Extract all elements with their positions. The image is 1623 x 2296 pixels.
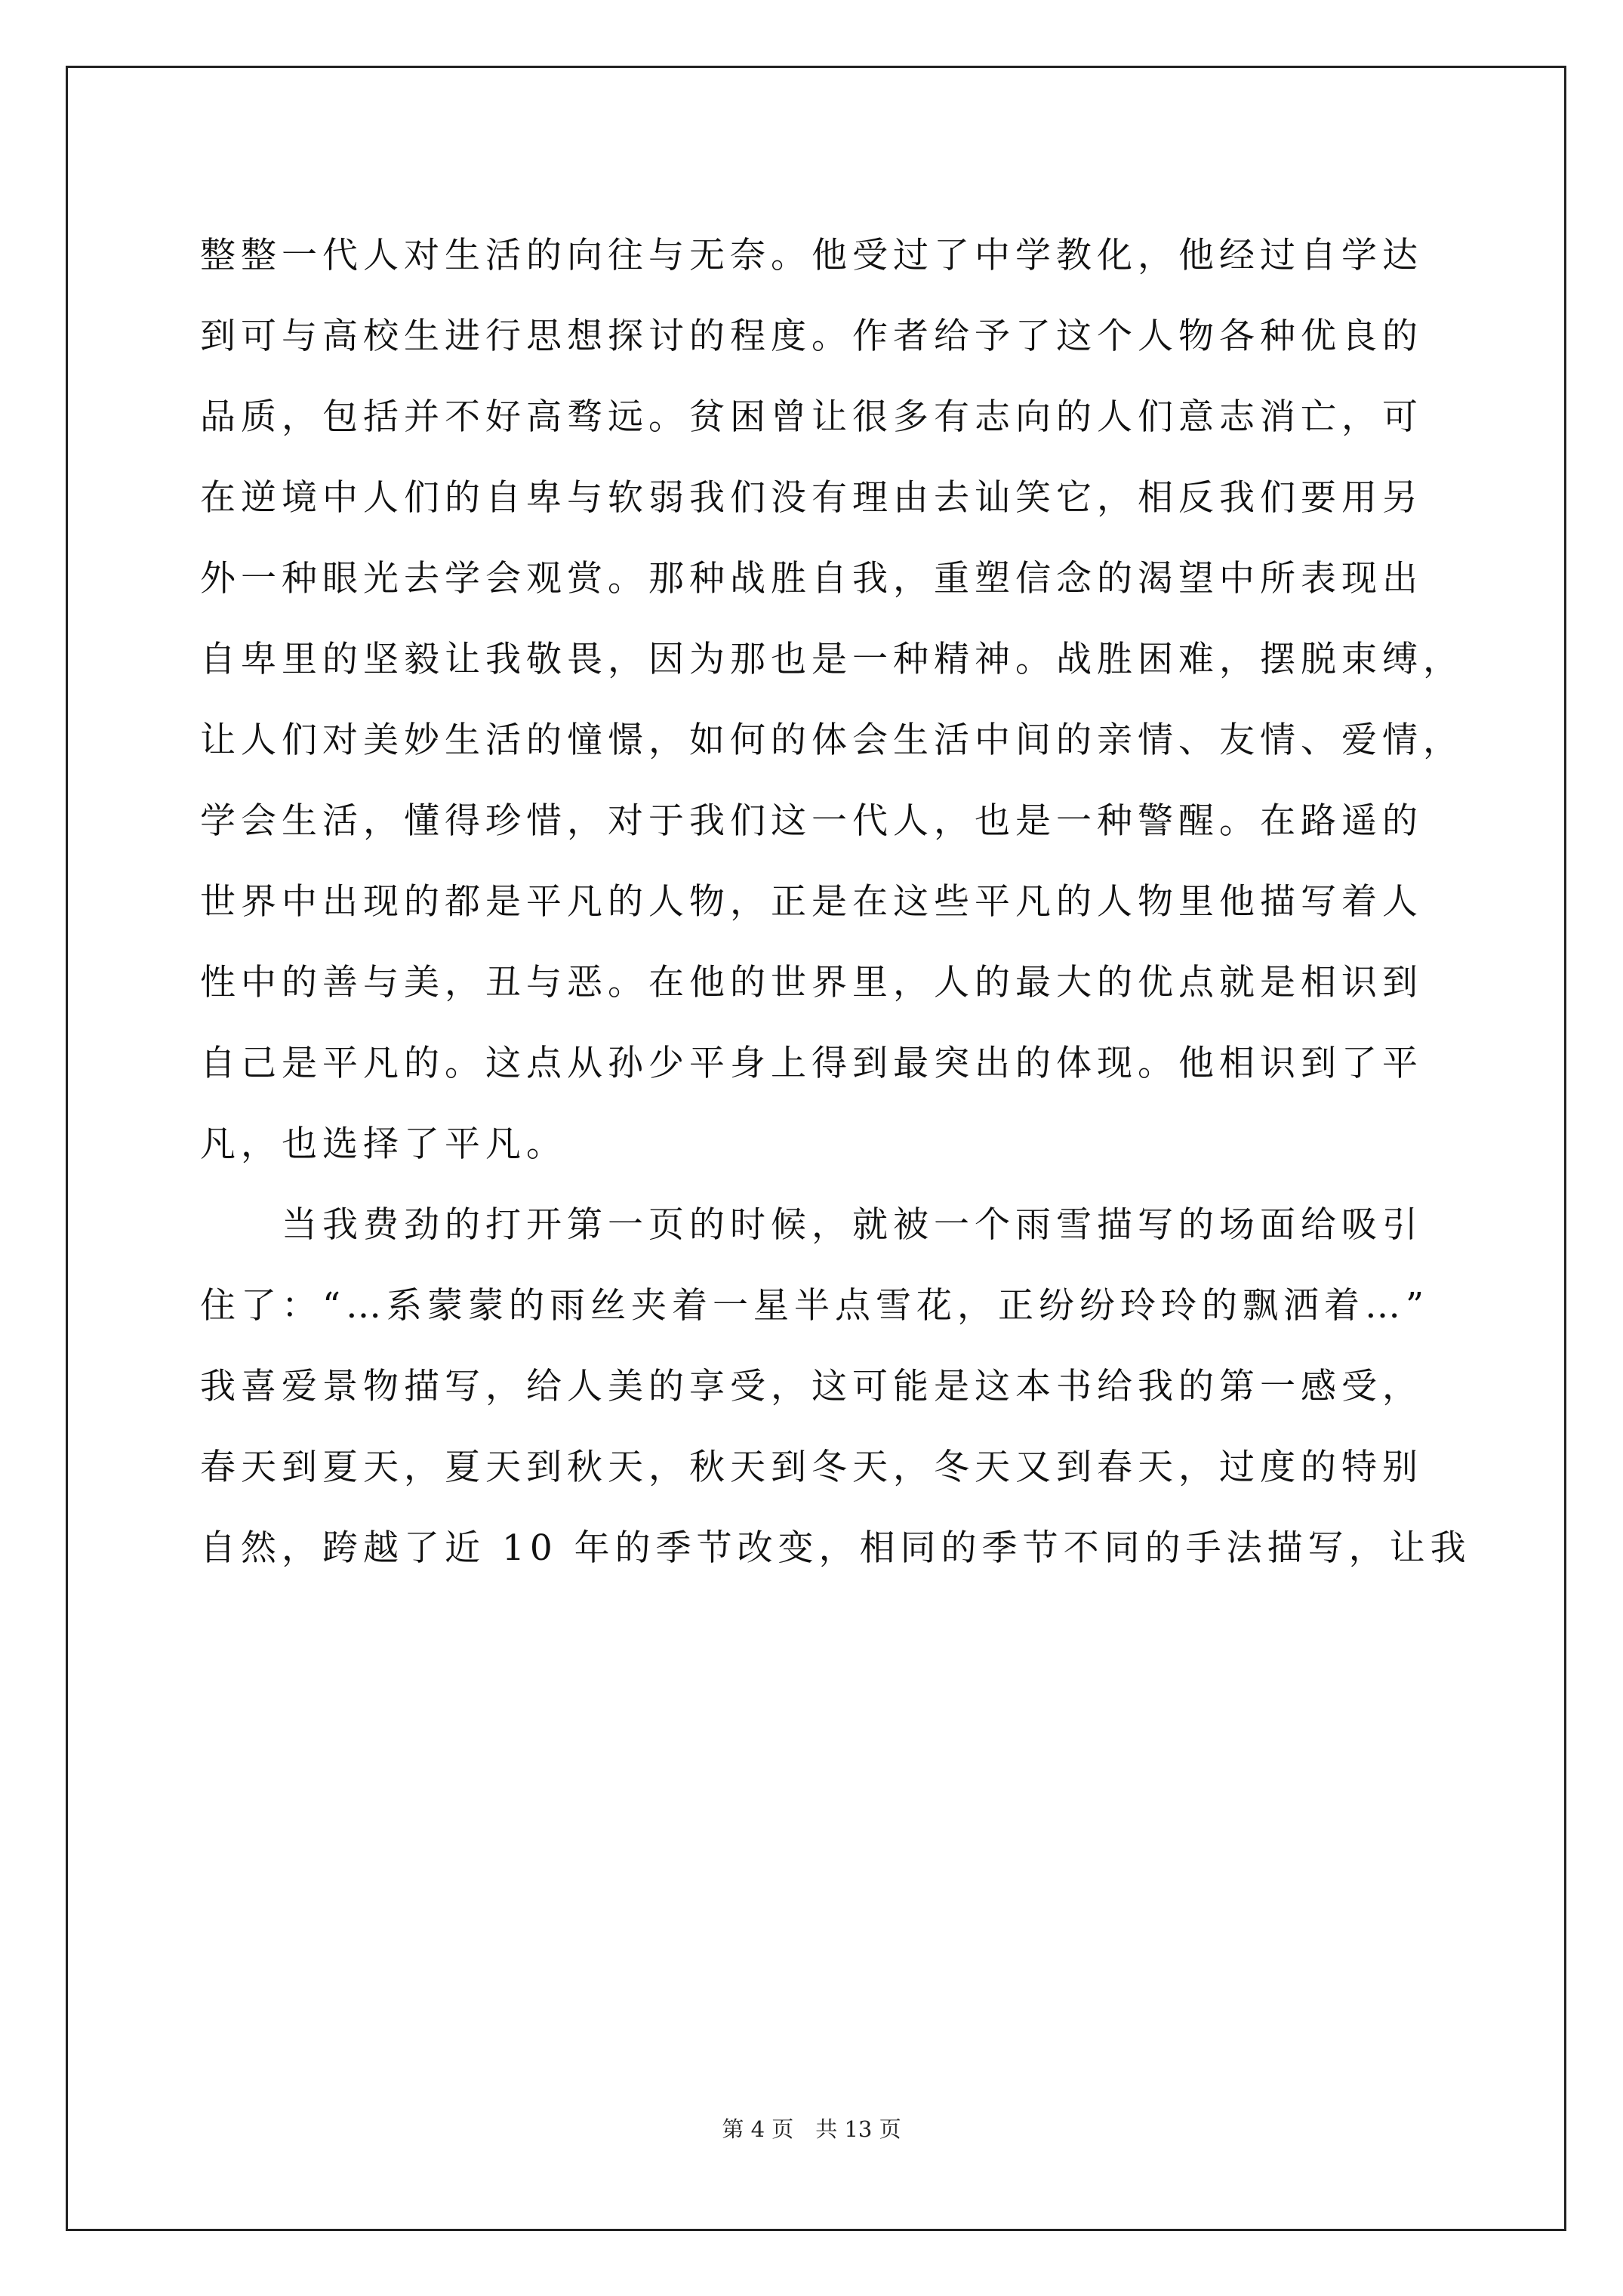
text-line: 到可与高校生进行思想探讨的程度。作者给予了这个人物各种优良的 bbox=[200, 316, 1423, 357]
text-line: 春天到夏天，夏天到秋天，秋天到冬天，冬天又到春天，过度的特别 bbox=[200, 1447, 1423, 1488]
text-line: 我喜爱景物描写，给人美的享受，这可能是这本书给我的第一感受， bbox=[200, 1366, 1423, 1407]
text-line: 世界中出现的都是平凡的人物，正是在这些平凡的人物里他描写着人 bbox=[200, 881, 1423, 923]
page-number-footer: 第 4 页 共 13 页 bbox=[722, 2116, 901, 2142]
text-line: 性中的善与美，丑与恶。在他的世界里，人的最大的优点就是相识到 bbox=[200, 962, 1423, 1003]
text-line: 整整一代人对生活的向往与无奈。他受过了中学教化，他经过自学达 bbox=[200, 235, 1423, 276]
text-line: 自然，跨越了近 10 年的季节改变，相同的季节不同的手法描写，让我 bbox=[200, 1527, 1471, 1569]
text-line: 让人们对美妙生活的憧憬，如何的体会生活中间的亲情、友情、爱情， bbox=[200, 720, 1464, 761]
paragraph-start-line: 当我费劲的打开第一页的时候，就被一个雨雪描写的场面给吸引 bbox=[282, 1204, 1423, 1246]
text-line: 学会生活，懂得珍惜，对于我们这一代人，也是一种警醒。在路遥的 bbox=[200, 800, 1423, 842]
text-line: 外一种眼光去学会观赏。那种战胜自我，重塑信念的渴望中所表现出 bbox=[200, 558, 1423, 599]
text-line: 在逆境中人们的自卑与软弱我们没有理由去讪笑它，相反我们要用另 bbox=[200, 477, 1423, 519]
text-line: 品质，包括并不好高骛远。贫困曾让很多有志向的人们意志消亡，可 bbox=[200, 396, 1423, 438]
document-body bbox=[200, 215, 1471, 1589]
text-line: 凡，也选择了平凡。 bbox=[200, 1123, 567, 1165]
text-line: 住了：“…系蒙蒙的雨丝夹着一星半点雪花，正纷纷玲玲的飘洒着…” bbox=[200, 1285, 1430, 1327]
text-line: 自卑里的坚毅让我敬畏，因为那也是一种精神。战胜困难，摆脱束缚， bbox=[200, 639, 1464, 680]
text-line: 自己是平凡的。这点从孙少平身上得到最突出的体现。他相识到了平 bbox=[200, 1043, 1423, 1084]
